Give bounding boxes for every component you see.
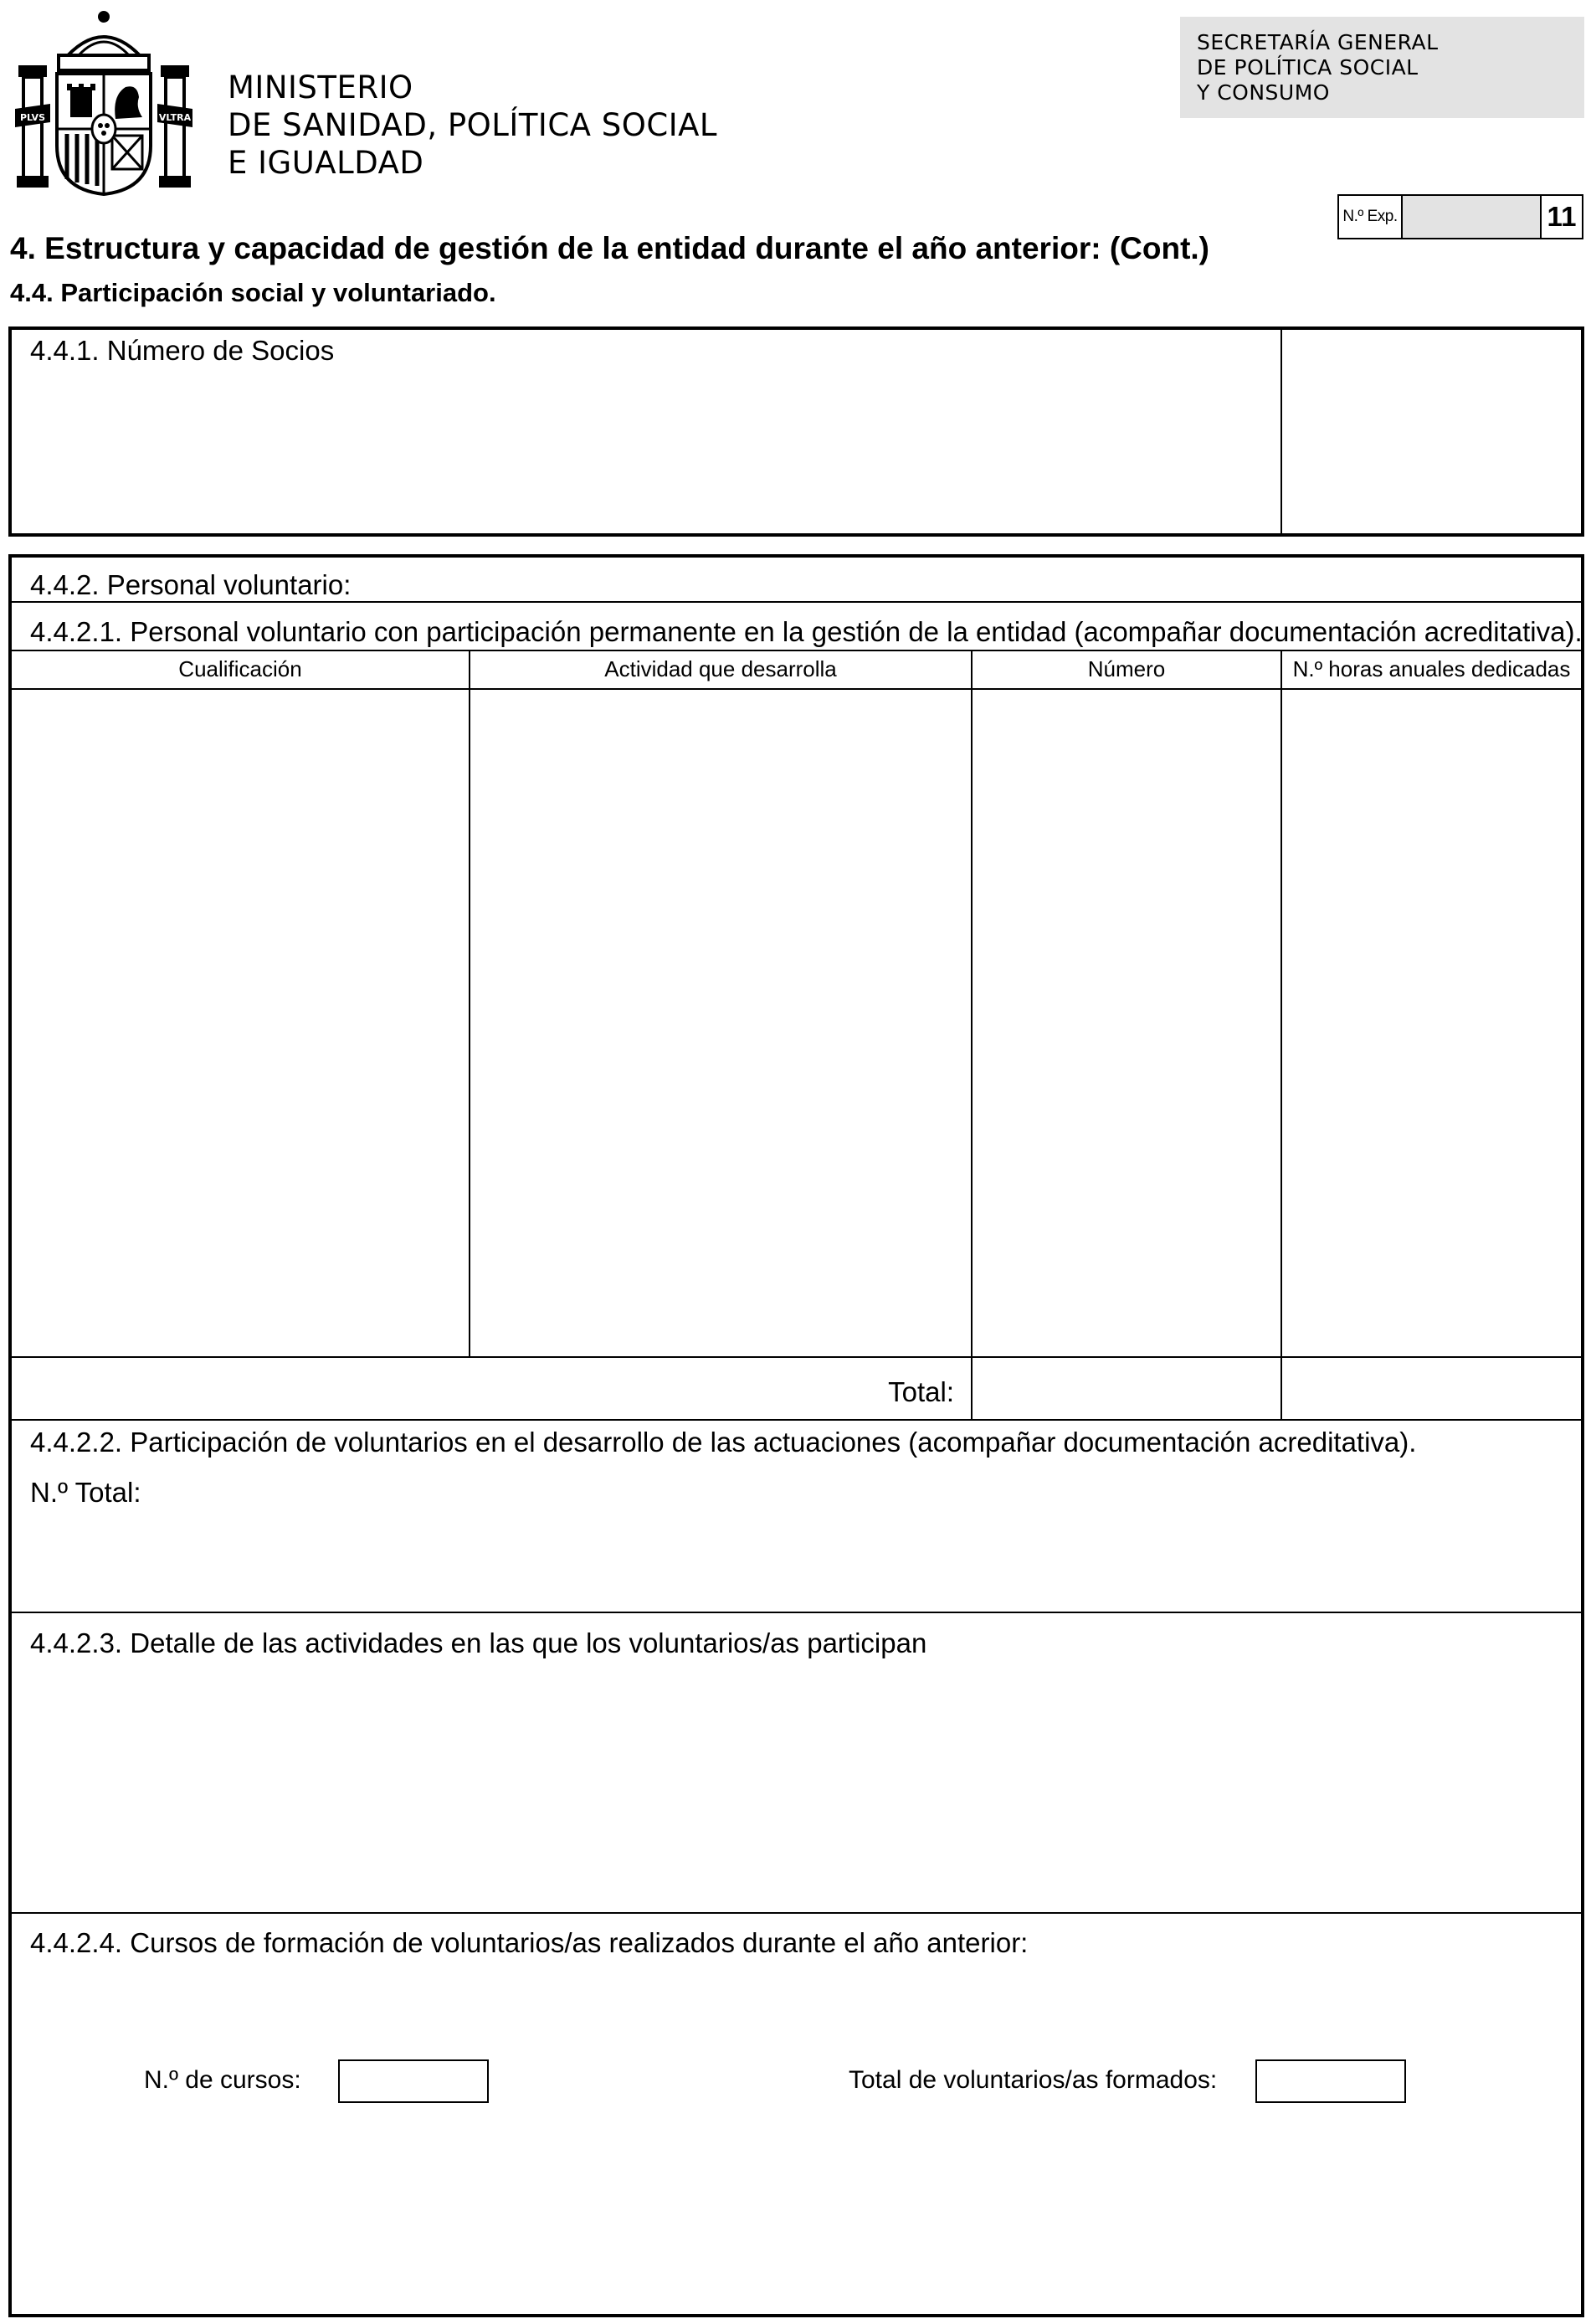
column-header-numero: Número (1087, 656, 1166, 681)
divider (12, 601, 1581, 603)
total-formados-label: Total de voluntarios/as formados: (849, 2066, 1218, 2094)
socios-label: 4.4.1. Número de Socios (30, 335, 335, 366)
total-numero-field[interactable] (973, 1358, 1280, 1419)
secretaria-line-3: Y CONSUMO (1197, 80, 1330, 105)
cell-numero[interactable] (973, 690, 1280, 1356)
ministry-name-line-3: E IGUALDAD (228, 145, 424, 181)
total-formados-input[interactable] (1255, 2059, 1406, 2103)
socios-divider (1280, 330, 1282, 533)
participacion-label: 4.4.2.2. Participación de voluntarios en el desarrollo de las actuaciones (acompañar documentación acreditativa). (30, 1427, 1417, 1458)
cell-actividad[interactable] (470, 690, 971, 1356)
detalle-field[interactable] (12, 1666, 1581, 1910)
crest-motto-right: VLTRA (158, 112, 192, 123)
total-label: Total: (888, 1376, 954, 1407)
detalle-label: 4.4.2.3. Detalle de las actividades en las que los voluntarios/as participan (30, 1627, 927, 1658)
column-header-horas: N.º horas anuales dedicadas (1292, 656, 1571, 681)
ministry-name-line-2: DE SANIDAD, POLÍTICA SOCIAL (228, 107, 718, 143)
cursos-label: 4.4.2.4. Cursos de formación de voluntarios/as realizados durante el año anterior: (30, 1927, 1029, 1958)
ministry-name-line-1: MINISTERIO (228, 69, 413, 105)
cell-horas[interactable] (1282, 690, 1581, 1356)
subsection-title: 4.4. Participación social y voluntariado. (10, 278, 496, 307)
participacion-total-field[interactable] (167, 1470, 1573, 1524)
column-header-actividad: Actividad que desarrolla (604, 656, 837, 681)
table-top-border (12, 650, 1581, 651)
permanente-label: 4.4.2.1. Personal voluntario con participación permanente en la gestión de la entidad (acompañar documentación acreditativa). (30, 616, 1583, 647)
socios-input[interactable] (1284, 330, 1581, 533)
secretaria-line-2: DE POLÍTICA SOCIAL (1197, 55, 1419, 80)
divider (12, 1912, 1581, 1914)
crest-motto-left: PLVS (20, 112, 45, 123)
section-title: 4. Estructura y capacidad de gestión de la entidad durante el año anterior: (Cont.) (10, 231, 1209, 265)
num-cursos-input[interactable] (338, 2059, 489, 2103)
expediente-label: N.º Exp. (1339, 196, 1403, 238)
voluntario-heading: 4.4.2. Personal voluntario: (30, 569, 352, 600)
total-horas-field[interactable] (1282, 1358, 1581, 1419)
cell-cualificacion[interactable] (12, 690, 469, 1356)
coat-of-arms-logo (12, 3, 196, 198)
column-header-cualificacion: Cualificación (178, 656, 302, 681)
num-cursos-label: N.º de cursos: (144, 2066, 301, 2094)
participacion-total-label: N.º Total: (30, 1477, 141, 1508)
secretaria-line-1: SECRETARÍA GENERAL (1197, 30, 1439, 54)
page-number: 11 (1540, 196, 1582, 238)
table-total-border (12, 1419, 1581, 1421)
divider (12, 1612, 1581, 1613)
